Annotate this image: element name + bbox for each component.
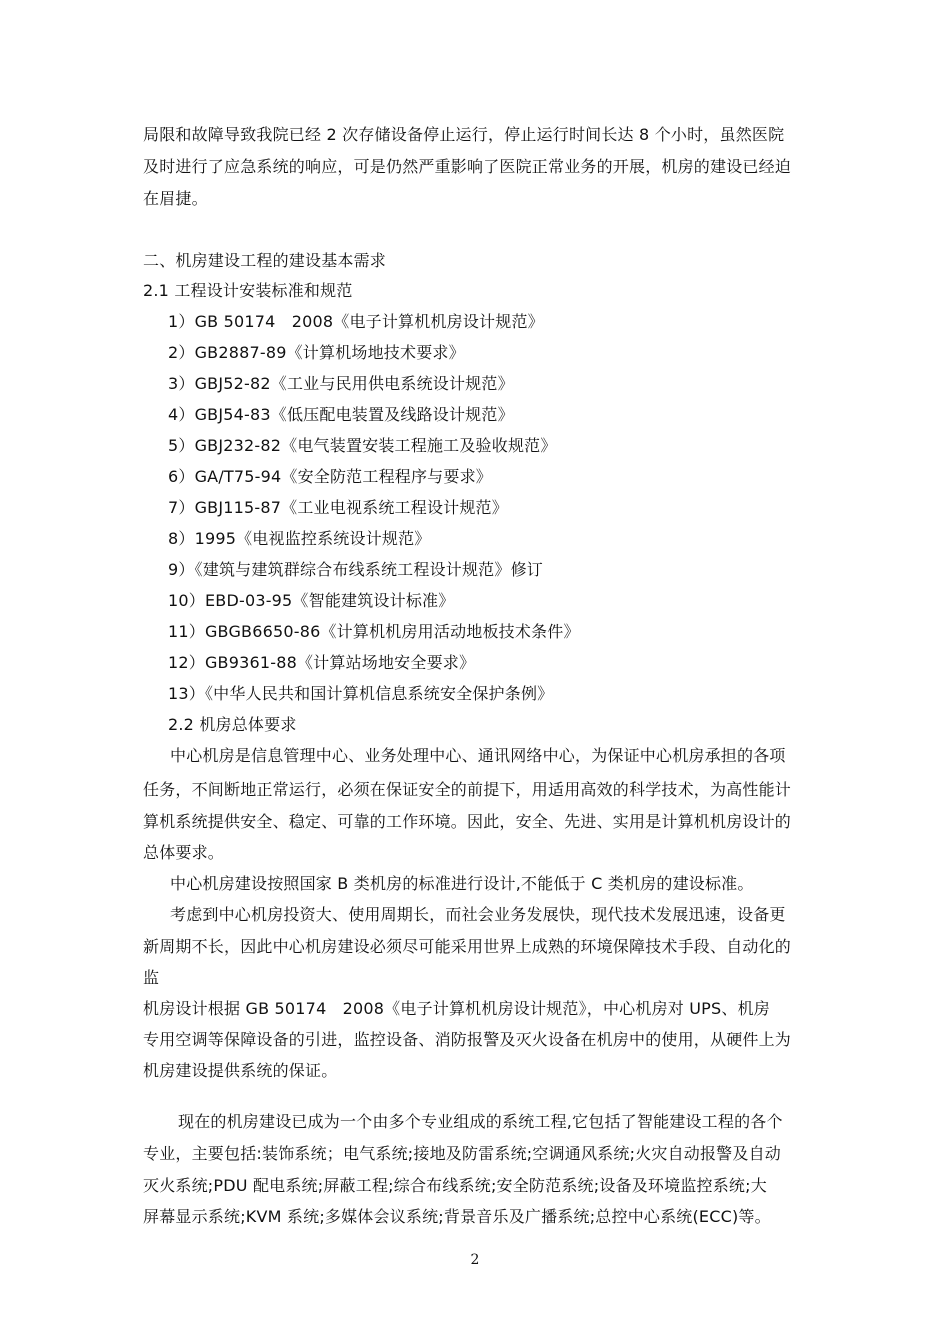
paragraph-line: 任务，不间断地正常运行，必须在保证安全的前提下，用适用高效的科学技术，为高性能计 (143, 780, 792, 799)
standard-item: 3）GBJ52-82《工业与民用供电系统设计规范》 (168, 374, 514, 393)
paragraph-line: 监 (143, 968, 160, 987)
standard-item: 5）GBJ232-82《电气装置安装工程施工及验收规范》 (168, 436, 557, 455)
paragraph-line: 新周期不长，因此中心机房建设必须尽可能采用世界上成熟的环境保障技术手段、自动化的 (143, 937, 792, 956)
section-heading: 二、机房建设工程的建设基本需求 (143, 251, 387, 270)
paragraph-line: 算机系统提供安全、稳定、可靠的工作环境。因此，安全、先进、实用是计算机机房设计的 (143, 812, 792, 831)
intro-line: 在眉捷。 (143, 189, 208, 208)
standard-item: 7）GBJ115-87《工业电视系统工程设计规范》 (168, 498, 508, 517)
standard-item: 1）GB 50174 2008《电子计算机机房设计规范》 (168, 312, 544, 331)
intro-line: 局限和故障导致我院已经 2 次存储设备停止运行，停止运行时间长达 8 个小时，虽然医院 (143, 125, 785, 144)
standard-item: 10）EBD-03-95《智能建筑设计标准》 (168, 591, 455, 610)
paragraph-line: 专用空调等保障设备的引进，监控设备、消防报警及灭火设备在机房中的使用，从硬件上为 (143, 1030, 792, 1049)
standard-item: 2）GB2887-89《计算机场地技术要求》 (168, 343, 465, 362)
paragraph-line: 现在的机房建设已成为一个由多个专业组成的系统工程,它包括了智能建设工程的各个 (178, 1112, 783, 1131)
standard-item: 13）《中华人民共和国计算机信息系统安全保护条例》 (168, 684, 554, 703)
paragraph-line: 机房建设提供系统的保证。 (143, 1061, 338, 1080)
paragraph-line: 灭火系统;PDU 配电系统;屏蔽工程;综合布线系统;安全防范系统;设备及环境监控系统;大 (143, 1176, 767, 1195)
standard-item: 6）GA/T75-94《安全防范工程程序与要求》 (168, 467, 492, 486)
standard-item: 12）GB9361-88《计算站场地安全要求》 (168, 653, 476, 672)
paragraph-line: 专业，主要包括:装饰系统；电气系统;接地及防雷系统;空调通风系统;火灾自动报警及自动 (143, 1144, 781, 1163)
standard-item: 11）GBGB6650-86《计算机机房用活动地板技术条件》 (168, 622, 580, 641)
paragraph-line: 考虑到中心机房投资大、使用周期长，而社会业务发展快，现代技术发展迅速，设备更 (170, 905, 786, 924)
paragraph-line: 总体要求。 (143, 843, 225, 862)
intro-line: 及时进行了应急系统的响应，可是仍然严重影响了医院正常业务的开展，机房的建设已经迫 (143, 157, 792, 176)
standard-item: 8）1995《电视监控系统设计规范》 (168, 529, 431, 548)
paragraph-line: 屏幕显示系统;KVM 系统;多媒体会议系统;背景音乐及广播系统;总控中心系统(ECC)等。 (143, 1207, 771, 1226)
sub-heading-standards: 2.1 工程设计安装标准和规范 (143, 281, 353, 300)
standard-item: 9）《建筑与建筑群综合布线系统工程设计规范》修订 (168, 560, 543, 579)
page-number: 2 (470, 1252, 480, 1268)
paragraph-line: 中心机房建设按照国家 B 类机房的标准进行设计,不能低于 C 类机房的建设标准。 (170, 874, 754, 893)
sub-heading-requirements: 2.2 机房总体要求 (168, 715, 297, 734)
paragraph-line: 机房设计根据 GB 50174 2008《电子计算机机房设计规范》，中心机房对 UPS、机房 (143, 999, 770, 1018)
paragraph-line: 中心机房是信息管理中心、业务处理中心、通讯网络中心，为保证中心机房承担的各项 (170, 746, 786, 765)
standard-item: 4）GBJ54-83《低压配电装置及线路设计规范》 (168, 405, 514, 424)
